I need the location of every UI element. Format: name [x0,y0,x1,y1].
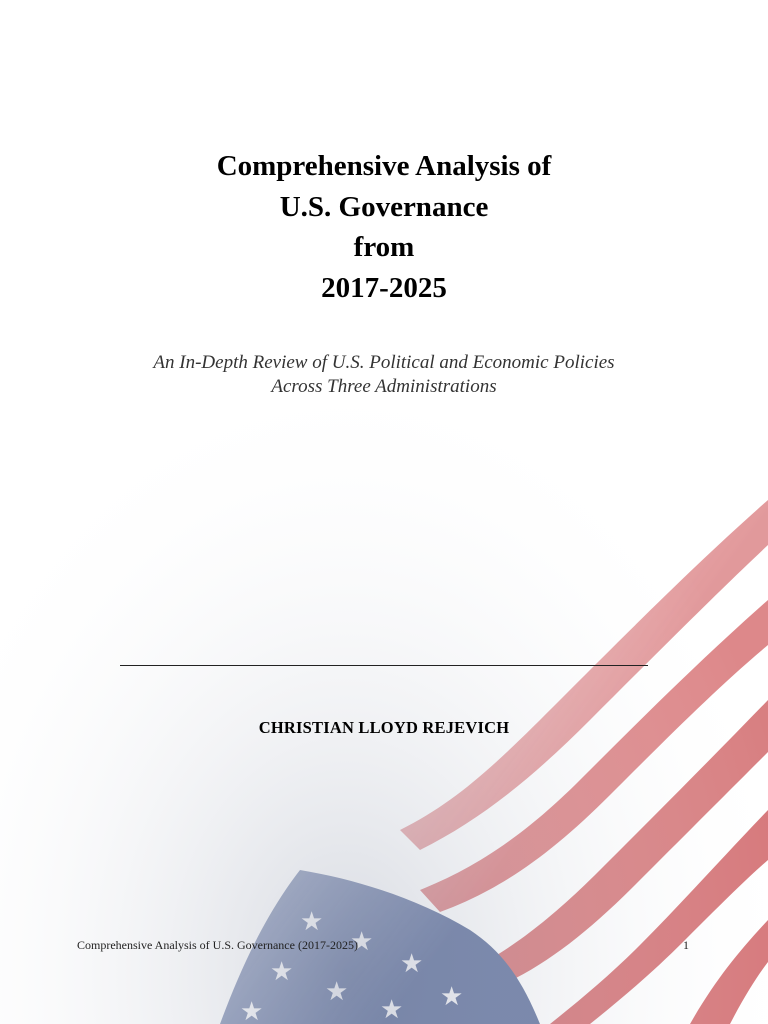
document-title [0,146,768,308]
title-line: U.S. Governance [279,190,489,223]
title-line: 2017-2025 [321,271,447,304]
page-number: 1 [683,938,689,952]
title-line: Comprehensive Analysis of [216,150,552,182]
subtitle-line: An In-Depth Review of U.S. Political and Economic Policies [153,352,615,373]
subtitle-line: Across Three Administrations [271,376,497,397]
signature-line [120,665,648,666]
footer-running-title: Comprehensive Analysis of U.S. Governance (2017-2025) [77,938,358,952]
document-subtitle [0,351,768,399]
author-name: CHRISTIAN LLOYD REJEVICH [258,718,510,737]
title-line: from [353,231,415,263]
